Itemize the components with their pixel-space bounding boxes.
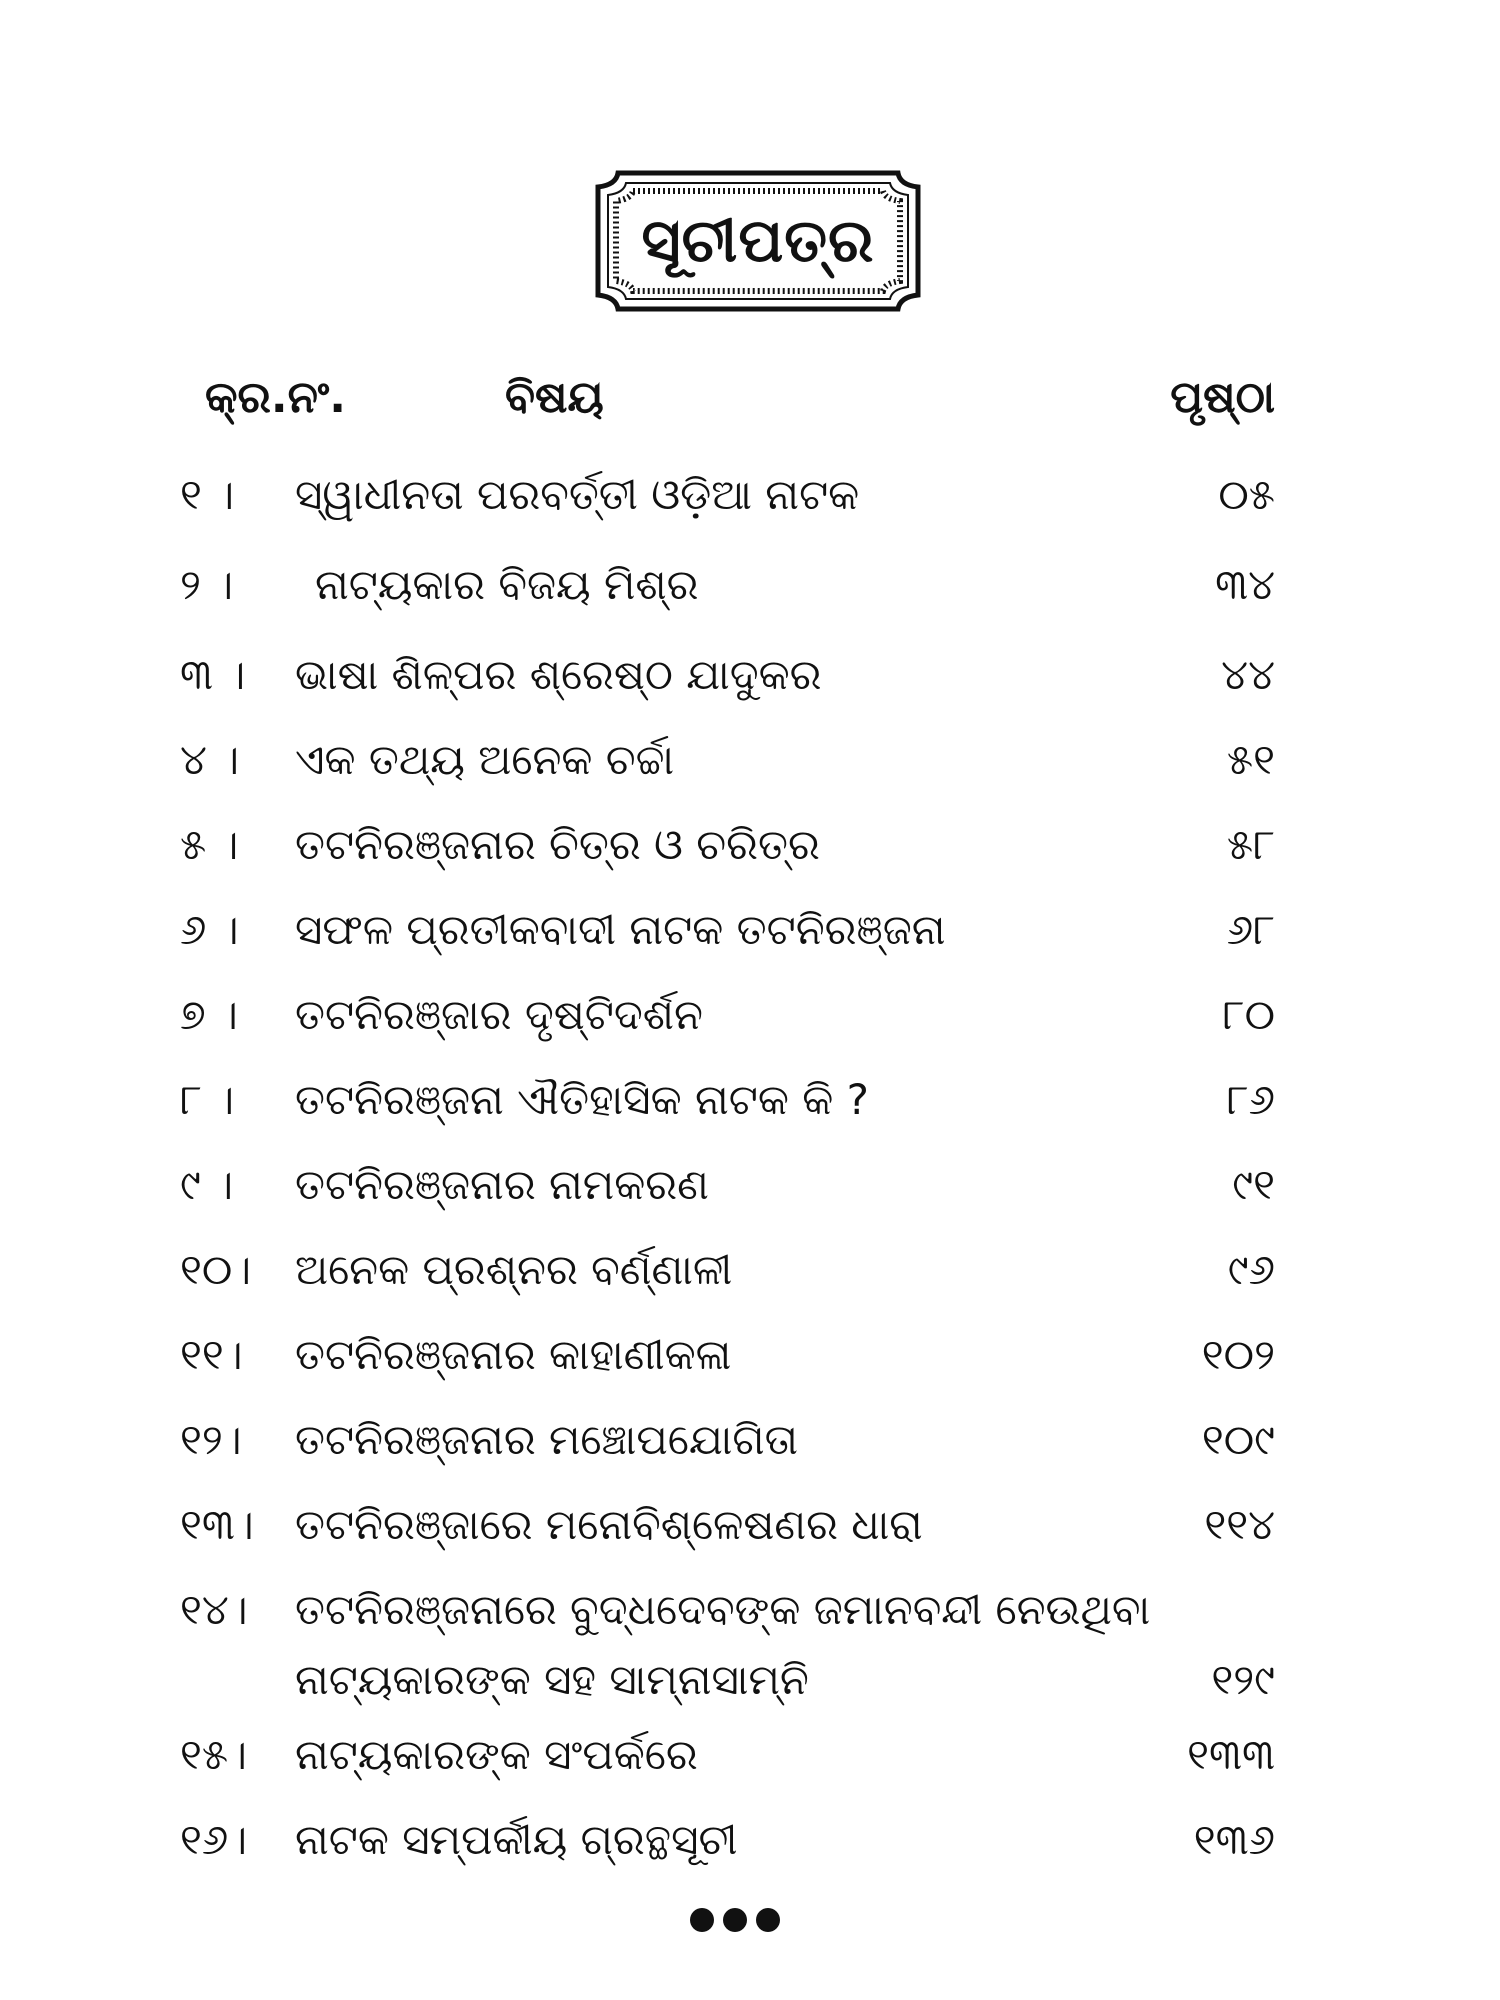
entry-title: ନାଟକ ସମ୍ପର୍କୀୟ ଗ୍ରନ୍ଥସୂଚୀ — [295, 1815, 738, 1864]
entry-title: ତଟନିରଞ୍ଜନାର ମଞ୍ଚୋପଯୋଗିତା — [295, 1415, 798, 1464]
toc-entry — [0, 990, 1500, 1060]
entry-page: ୧୧୪ — [1204, 1500, 1275, 1549]
entry-title: ଭାଷା ଶିଳ୍ପର ଶ୍ରେଷ୍ଠ ଯାଦୁକର — [295, 650, 822, 699]
page-title: ସୂଚୀପତ୍ର — [641, 206, 875, 276]
entry-number: ୨ । — [180, 560, 234, 609]
entry-title: ତଟନିରଞ୍ଜନାର କାହାଣୀକଳା — [295, 1330, 732, 1379]
header-page: ପୃଷ୍ଠା — [1170, 372, 1275, 423]
entry-number: ୧୪। — [180, 1585, 248, 1634]
toc-entry — [0, 470, 1500, 540]
entry-number: ୯ । — [180, 1160, 234, 1209]
entry-page: ୮୬ — [1226, 1075, 1275, 1124]
entry-title: ତଟନିରଞ୍ଜନା ଐତିହାସିକ ନାଟକ କି ? — [295, 1075, 869, 1124]
entry-number: ୧୬। — [180, 1815, 248, 1864]
entry-number: ୧ । — [180, 470, 235, 519]
entry-title: ସଫଳ ପ୍ରତୀକବାଦୀ ନାଟକ ତଟନିରଞ୍ଜନା — [295, 905, 946, 954]
entry-page: ୩୪ — [1215, 560, 1275, 609]
toc-entry — [0, 1415, 1500, 1485]
entry-page: ୮୦ — [1222, 990, 1275, 1039]
entry-number: ୬ । — [180, 905, 239, 954]
entry-number: ୧୦। — [180, 1245, 252, 1294]
entry-title: ସ୍ୱାଧୀନତା ପରବର୍ତ୍ତୀ ଓଡ଼ିଆ ନାଟକ — [295, 470, 860, 519]
entry-title: ତଟନିରଞ୍ଜନାର ନାମକରଣ — [295, 1160, 709, 1209]
entry-title: ଏକ ତଥ୍ୟ ଅନେକ ଚର୍ଚ୍ଚା — [295, 735, 675, 784]
entry-page: ୧୦୨ — [1201, 1330, 1275, 1379]
entry-page: ୫୧ — [1226, 735, 1275, 784]
toc-entry — [0, 1330, 1500, 1400]
toc-entry — [0, 735, 1500, 805]
toc-entry — [0, 1585, 1500, 1725]
entry-title-continuation: ନାଟ୍ୟକାରଙ୍କ ସହ ସାମ୍ନାସାମ୍ନି — [295, 1655, 809, 1704]
entry-title: ତଟନିରଞ୍ଜନାର ଚିତ୍ର ଓ ଚରିତ୍ର — [295, 820, 820, 869]
entry-title: ଅନେକ ପ୍ରଶ୍ନର ବର୍ଣ୍ଣାଳୀ — [295, 1245, 733, 1294]
entry-title: ତଟନିରଞ୍ଜାରେ ମନୋବିଶ୍ଳେଷଣର ଧାରା — [295, 1500, 923, 1549]
dot-icon — [723, 1908, 747, 1932]
entry-number: ୩ । — [180, 650, 246, 699]
entry-number: ୭ । — [180, 990, 238, 1039]
toc-entry — [0, 1730, 1500, 1800]
entry-number: ୧୨। — [180, 1415, 242, 1464]
header-number: କ୍ର.ନଂ. — [205, 372, 346, 423]
toc-entry — [0, 820, 1500, 890]
toc-entry — [0, 1075, 1500, 1145]
entry-title: ନାଟ୍ୟକାରଙ୍କ ସଂପର୍କରେ — [295, 1730, 698, 1779]
entry-title: ତଟନିରଞ୍ଜନାରେ ବୁଦ୍ଧଦେବଙ୍କ ଜମାନବନ୍ଦୀ ନେଉଥିବା — [295, 1585, 1151, 1634]
end-ornament-dots-icon — [690, 1905, 780, 1935]
entry-page: ୧୩୩ — [1187, 1730, 1275, 1779]
entry-number: ୧୩। — [180, 1500, 254, 1549]
toc-entry — [0, 560, 1500, 630]
entry-number: ୧୫। — [180, 1730, 247, 1779]
toc-entry — [0, 1815, 1500, 1885]
entry-page: ୪୪ — [1221, 650, 1275, 699]
entry-title: ନାଟ୍ୟକାର ବିଜୟ ମିଶ୍ର — [315, 560, 699, 609]
dot-icon — [690, 1908, 714, 1932]
entry-title: ତଟନିରଞ୍ଜାର ଦୃଷ୍ଟିଦର୍ଶନ — [295, 990, 703, 1039]
toc-entry — [0, 905, 1500, 975]
entry-number: ୧୧। — [180, 1330, 243, 1379]
header-subject: ବିଷୟ — [505, 372, 604, 423]
entry-number: ୪ । — [180, 735, 240, 784]
entry-number: ୮ । — [180, 1075, 235, 1124]
dot-icon — [756, 1908, 780, 1932]
entry-page: ୧୦୯ — [1201, 1415, 1275, 1464]
toc-entry — [0, 1245, 1500, 1315]
toc-entry — [0, 1160, 1500, 1230]
toc-entry — [0, 650, 1500, 720]
entry-page: ୯୧ — [1232, 1160, 1275, 1209]
entry-page: ୫୮ — [1226, 820, 1275, 869]
title-frame — [588, 165, 928, 317]
entry-page: ୬୮ — [1226, 905, 1275, 954]
entry-page: ୯୬ — [1227, 1245, 1275, 1294]
entry-page: ୦୫ — [1218, 470, 1275, 519]
entry-page: ୧୨୯ — [1211, 1655, 1275, 1704]
entry-page: ୧୩୬ — [1193, 1815, 1275, 1864]
toc-entry — [0, 1500, 1500, 1570]
entry-number: ୫ । — [180, 820, 239, 869]
